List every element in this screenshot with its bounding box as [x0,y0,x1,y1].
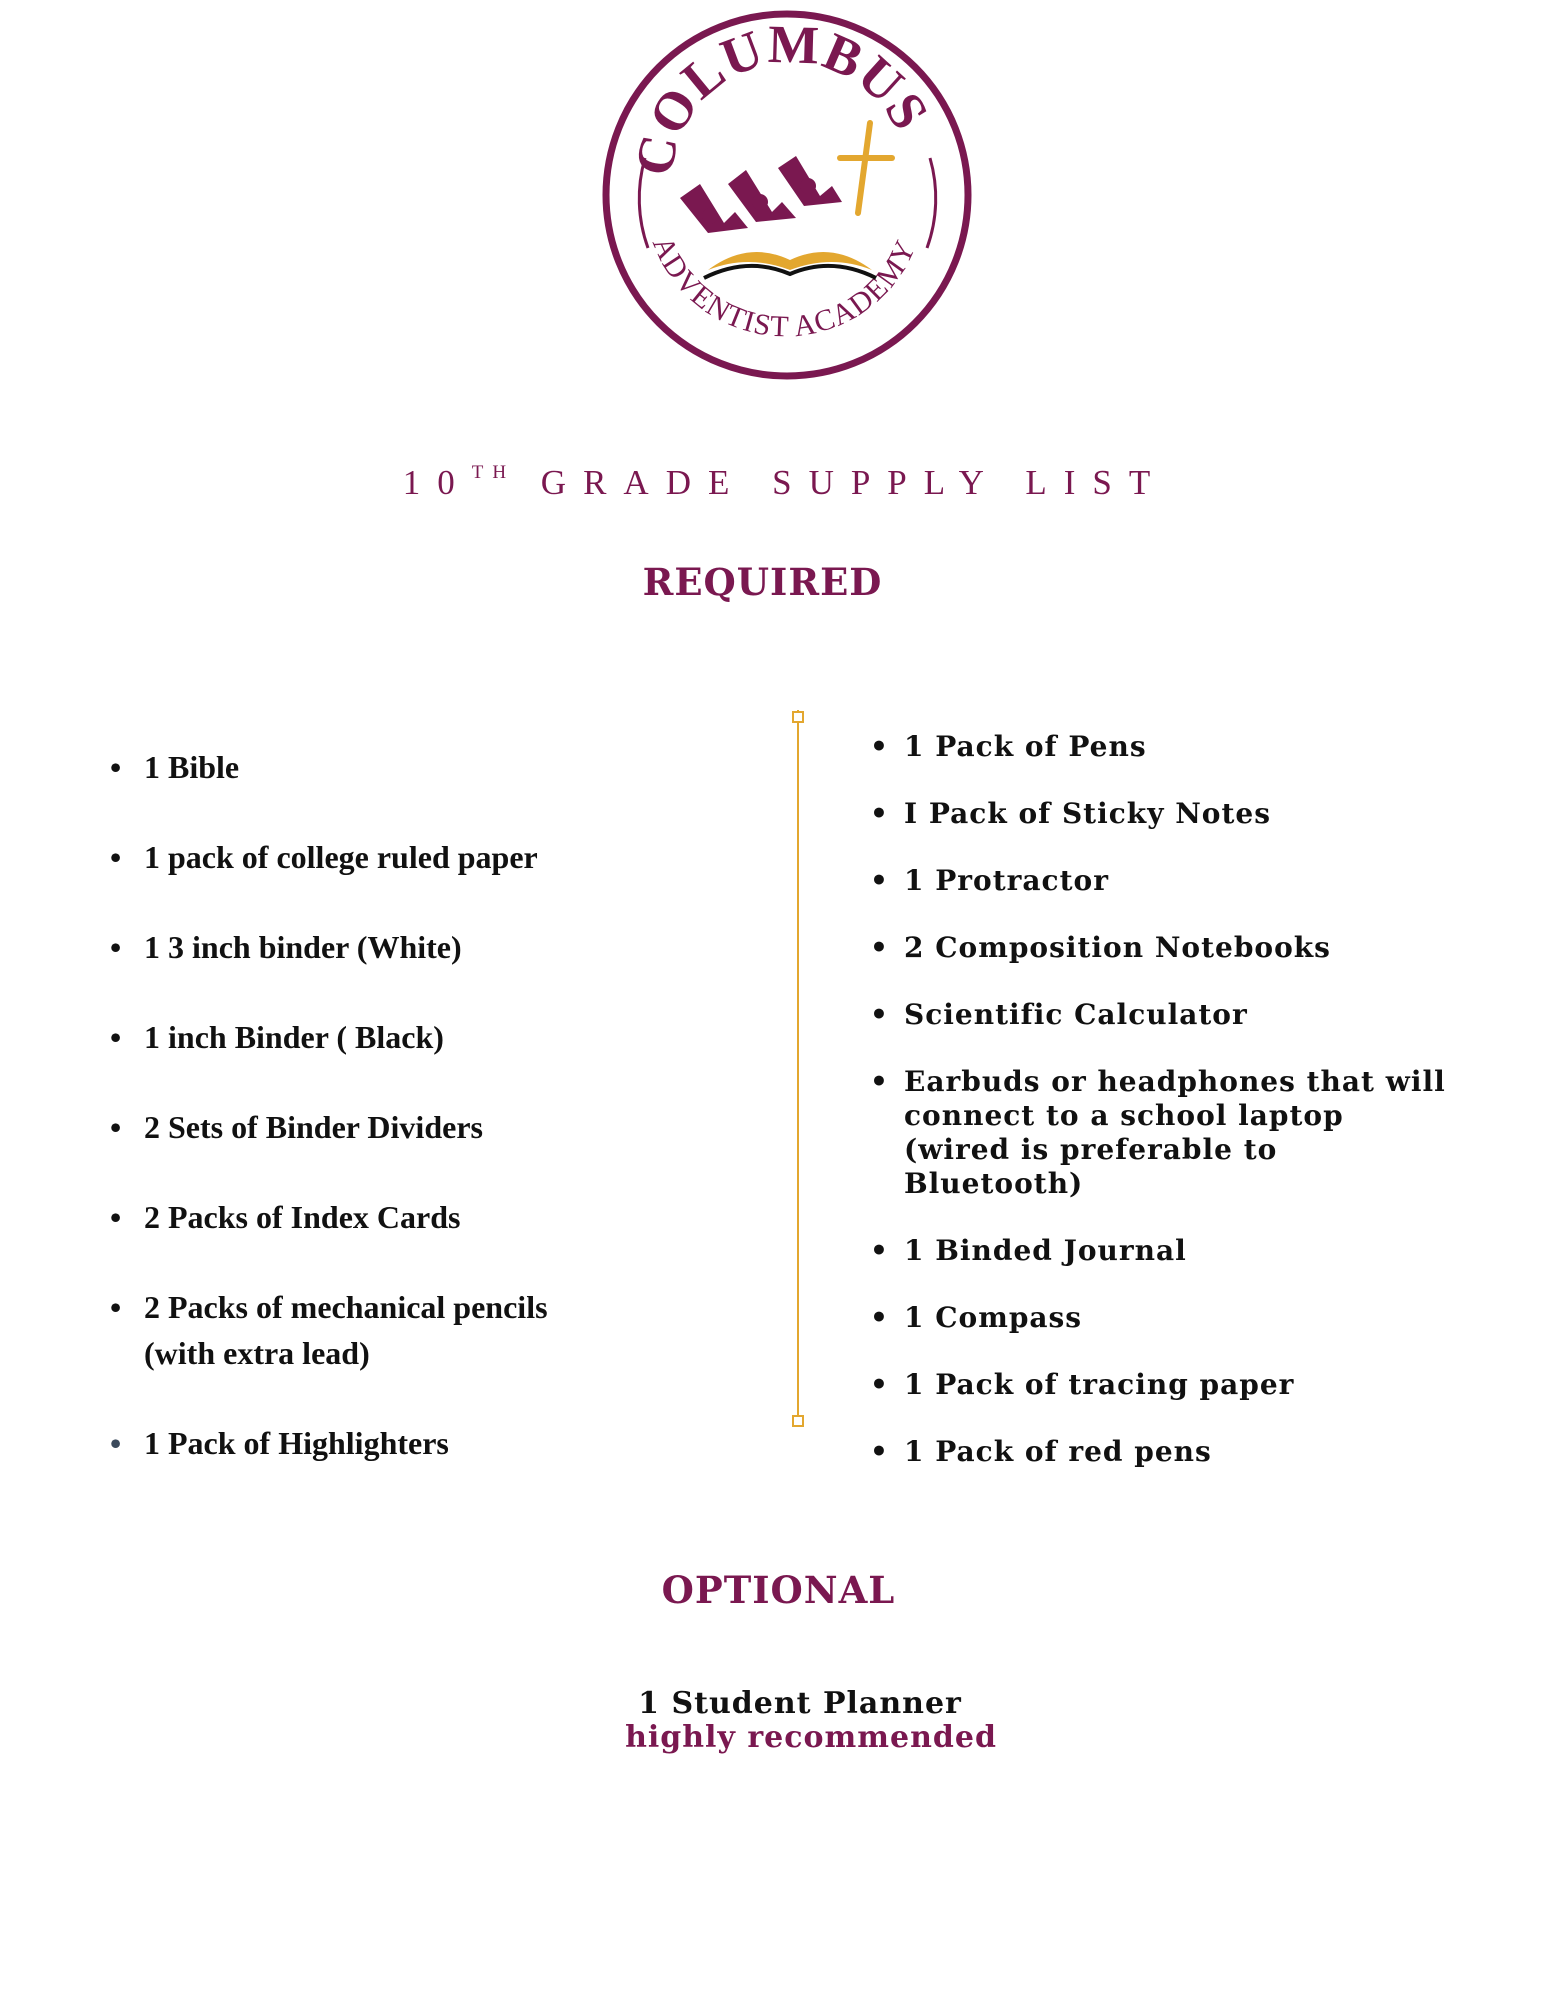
list-item [110,834,670,880]
bullet: • [870,864,889,897]
divider-handle-top [792,711,804,723]
logo-top-text: COLUMBUS [623,13,941,181]
optional-note: highly recommended [625,1720,997,1755]
item-text: I Pack of Sticky Notes [904,797,1271,830]
item-text: 2 Sets of Binder Dividers [144,1109,483,1145]
item-text: 2 Packs of Index Cards [144,1199,461,1235]
bullet: • [870,730,889,763]
list-item [870,1301,1490,1335]
item-text: 1 Compass [904,1301,1083,1334]
item-text: 1 Pack of tracing paper [904,1368,1295,1401]
item-text: 1 Binded Journal [904,1234,1187,1267]
list-item [870,1234,1490,1268]
list-item [110,924,670,970]
item-text: 2 Composition Notebooks [904,931,1331,964]
list-item [110,744,670,790]
bullet: • [870,931,889,964]
list-item [110,1104,670,1150]
school-logo [600,8,975,383]
bullet: • [870,1435,889,1468]
bullet: • [110,839,122,875]
item-text-continued: connect to a school laptop [904,1099,1344,1132]
list-item [870,864,1490,898]
item-text: Scientific Calculator [904,998,1248,1031]
list-item [110,1014,670,1060]
required-list-left [110,744,670,1510]
divider-handle-bottom [792,1415,804,1427]
logo-bottom-text: ADVENTIST ACADEMY [645,231,923,344]
bullet: • [110,1109,122,1145]
item-text: 1 pack of college ruled paper [144,839,538,875]
bullet: • [110,1289,122,1325]
item-text: 1 Protractor [904,864,1109,897]
item-text: 1 Pack of Highlighters [144,1425,449,1461]
list-item [870,931,1490,965]
bullet: • [870,797,889,830]
list-item [110,1284,670,1376]
column-divider [797,710,799,1422]
required-heading: REQUIRED [642,560,883,604]
bullet: • [870,1234,889,1267]
figures-icon [680,156,842,233]
item-text: 1 3 inch binder (White) [144,929,462,965]
list-item [870,998,1490,1032]
list-item [870,730,1490,764]
list-item [870,1435,1490,1469]
bullet: • [110,749,122,785]
required-list-right [870,730,1490,1502]
page-title [0,462,1545,503]
list-item [110,1420,670,1466]
optional-heading: OPTIONAL [661,1568,896,1612]
bullet: • [110,1425,122,1461]
item-text: 1 inch Binder ( Black) [144,1019,444,1055]
list-item [870,1065,1490,1201]
title-text: GRADE SUPPLY LIST [540,463,1168,502]
bullet: • [110,1019,122,1055]
item-text: Earbuds or headphones that will [904,1065,1446,1098]
item-text-continued: (wired is preferable to [904,1133,1278,1166]
bullet: • [110,929,122,965]
bullet: • [870,1301,889,1334]
logo-emblem [600,8,975,383]
book-icon [704,252,876,278]
item-text: 1 Bible [144,749,240,785]
item-text: 1 Pack of red pens [904,1435,1212,1468]
bullet: • [110,1199,122,1235]
optional-item: 1 Student Planner [638,1686,962,1721]
bullet: • [870,1368,889,1401]
item-text-continued: (with extra lead) [144,1335,370,1371]
bullet: • [870,1065,889,1098]
cross-icon [840,123,892,213]
bullet: • [870,998,889,1031]
item-text-continued: Bluetooth) [904,1167,1084,1200]
grade-ordinal: TH [471,462,516,483]
list-item [110,1194,670,1240]
grade-number: 10 [402,463,472,502]
item-text: 2 Packs of mechanical pencils [144,1289,548,1325]
list-item [870,1368,1490,1402]
item-text: 1 Pack of Pens [904,730,1147,763]
list-item [870,797,1490,831]
